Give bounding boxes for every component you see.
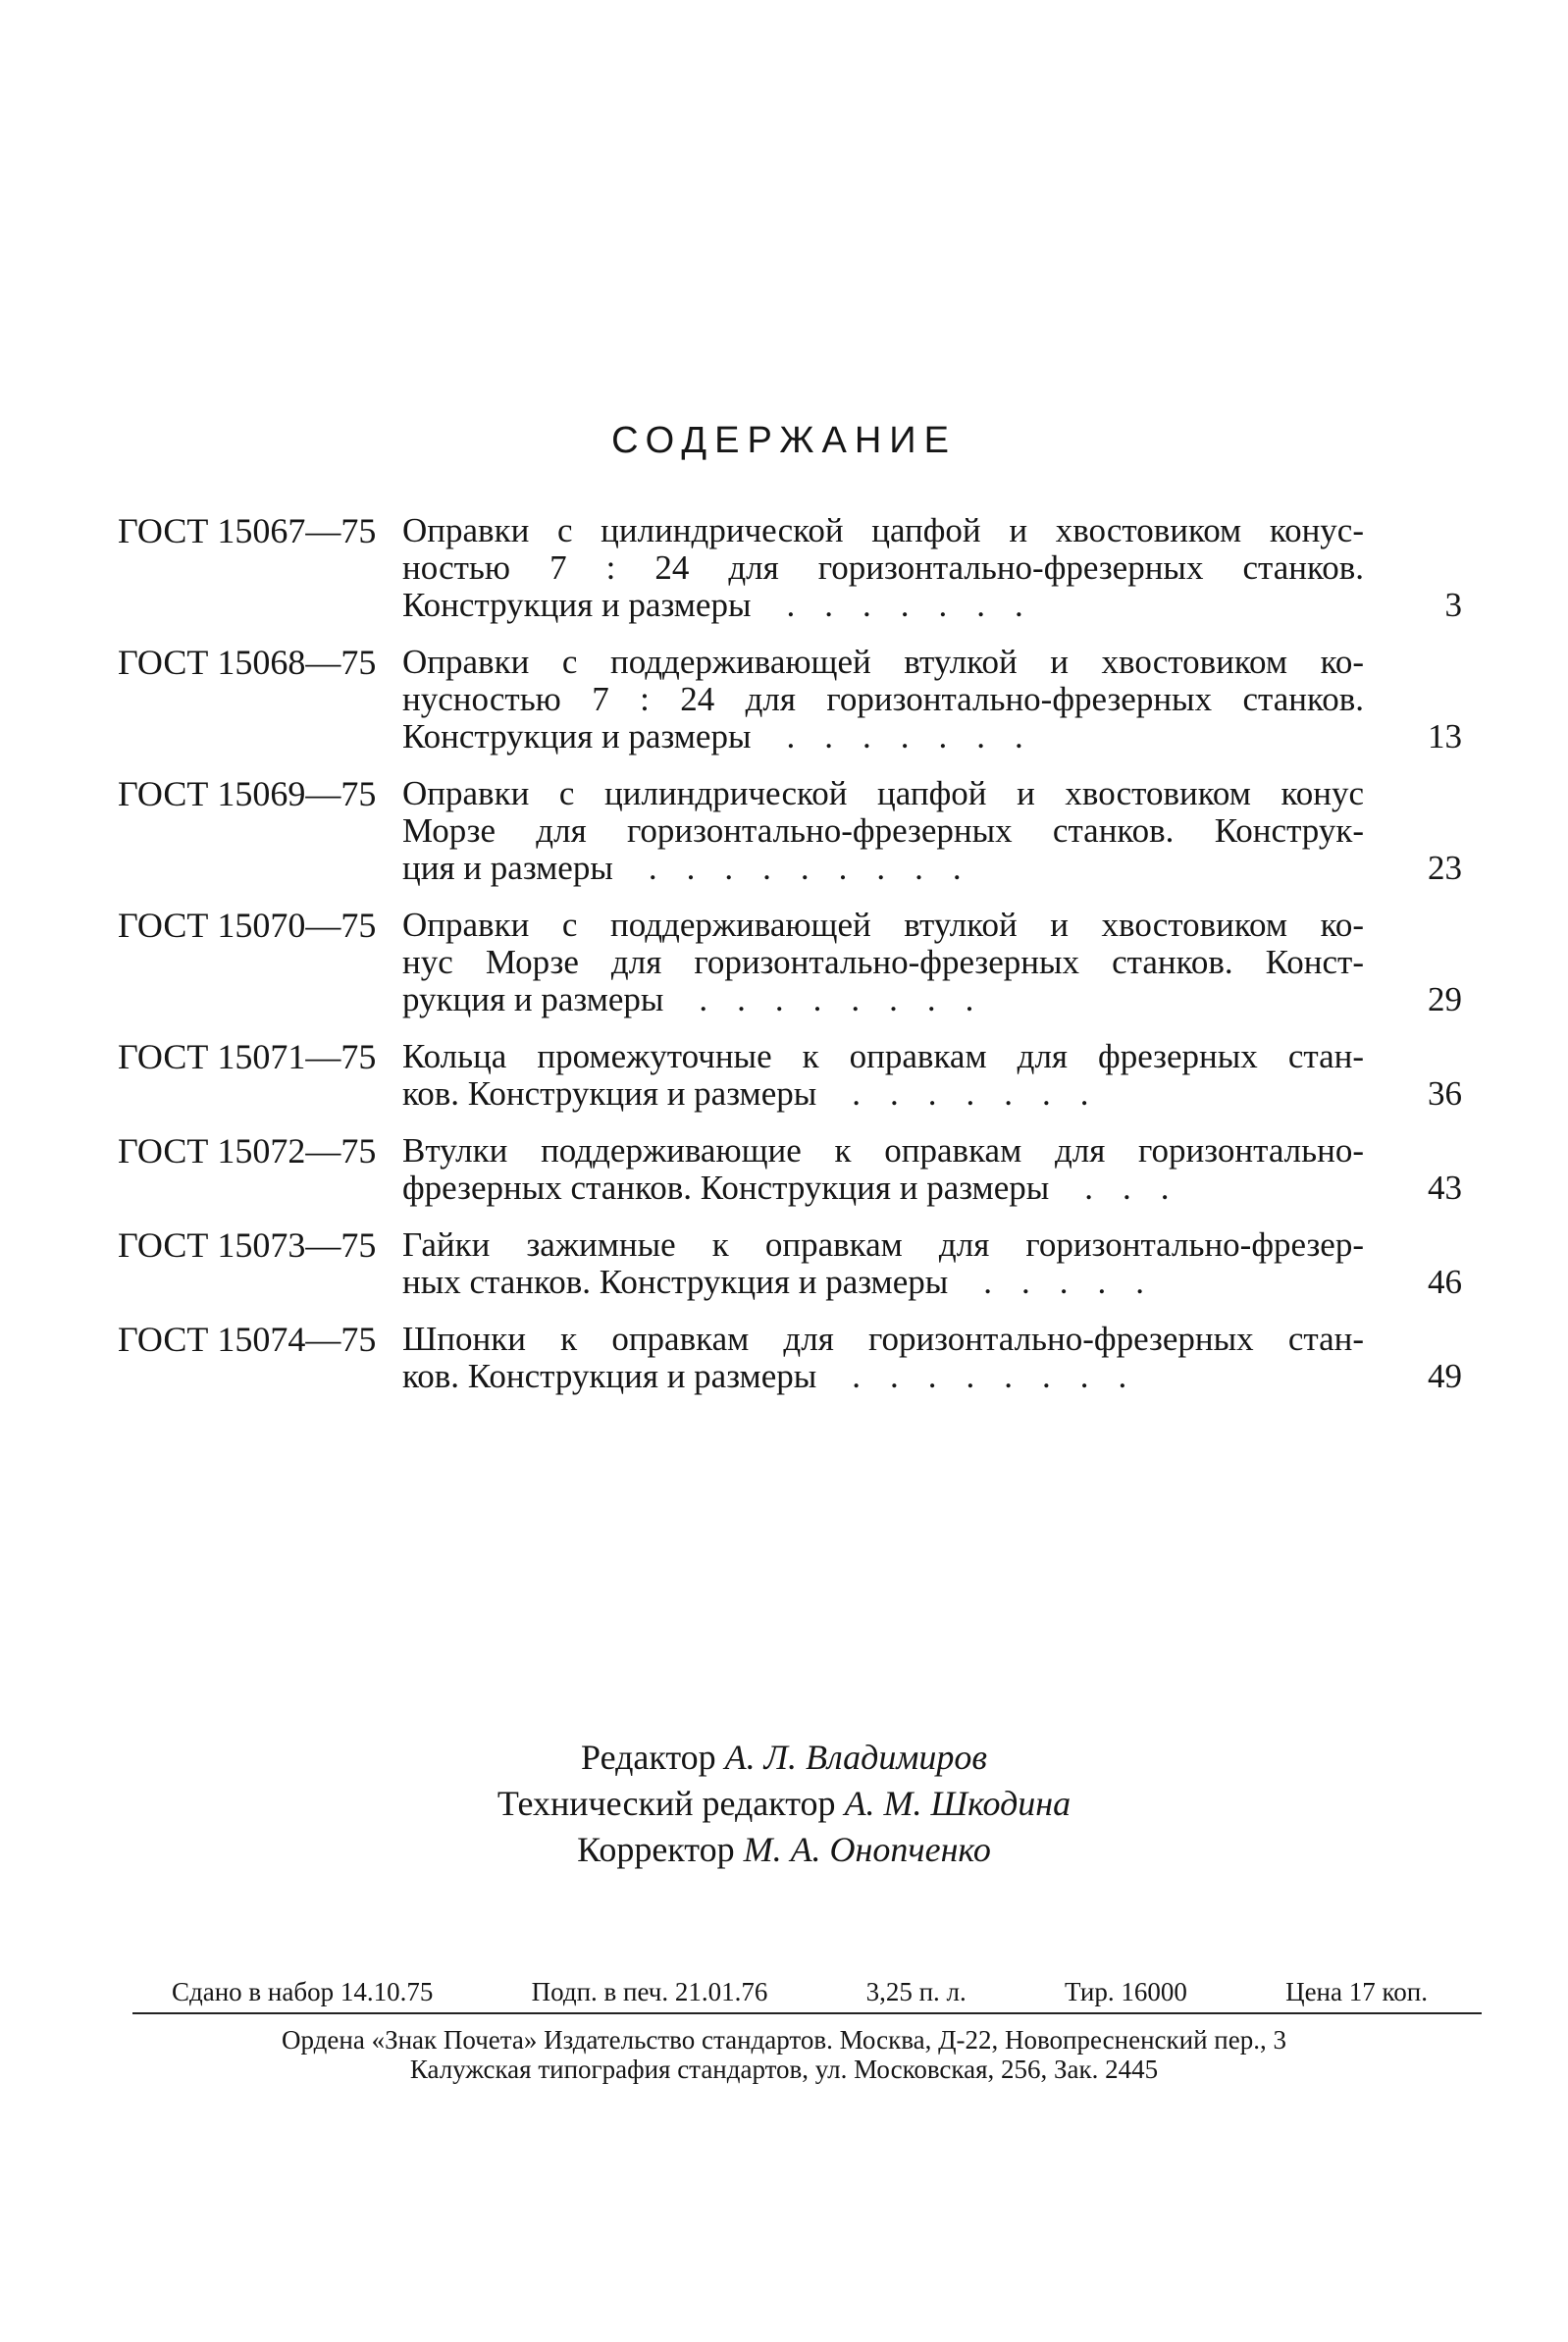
entry-title-line: Морзе для горизонтально-фрезерных станков. Конструк- <box>402 811 1364 850</box>
print-run: Тир. 16000 <box>1065 1977 1187 2006</box>
page-number: 46 <box>1428 1263 1462 1301</box>
credits-block <box>0 1735 1568 1873</box>
page-number: 3 <box>1444 586 1462 624</box>
standard-code: ГОСТ 15074—75 <box>118 1320 377 1359</box>
page-number: 36 <box>1428 1074 1462 1113</box>
credit-name: М. А. Онопченко <box>743 1830 991 1869</box>
printer-line: Калужская типография стандартов, ул. Московская, 256, Зак. 2445 <box>409 2055 1159 2084</box>
credit-line <box>0 1827 1568 1873</box>
dot-leader: ... <box>1084 1169 1199 1207</box>
dot-leader: ........ <box>852 1357 1157 1395</box>
dot-leader: ......... <box>648 849 991 887</box>
dot-leader: ....... <box>852 1074 1119 1113</box>
entry-title-line: фрезерных станков. Конструкция и размеры <box>402 1169 1050 1207</box>
standard-code: ГОСТ 15068—75 <box>118 643 377 682</box>
credit-name: А. М. Шкодина <box>844 1784 1071 1823</box>
toc-entry[interactable] <box>118 1038 1462 1113</box>
page-number: 49 <box>1428 1357 1462 1395</box>
entry-title-line: Кольца промежуточные к оправкам для фрезерных стан- <box>402 1037 1364 1075</box>
entry-title-line: ция и размеры <box>402 849 613 887</box>
dot-leader: ........ <box>699 980 1004 1018</box>
entry-title-line: Гайки зажимные к оправкам для горизонтально-фрезер- <box>402 1225 1364 1264</box>
entry-title-line: Оправки с цилиндрической цапфой и хвостовиком конус- <box>402 511 1364 549</box>
entry-title-line: ков. Конструкция и размеры <box>402 1357 817 1395</box>
standard-code: ГОСТ 15071—75 <box>118 1037 377 1076</box>
page-number: 13 <box>1428 717 1462 755</box>
toc-entry[interactable] <box>118 1132 1462 1207</box>
toc-entry[interactable] <box>118 644 1462 755</box>
standard-code: ГОСТ 15073—75 <box>118 1225 377 1265</box>
credit-role: Корректор <box>577 1830 735 1869</box>
credit-role: Редактор <box>581 1738 716 1777</box>
entry-title-line: Конструкция и размеры <box>402 717 752 755</box>
page-number: 43 <box>1428 1169 1462 1207</box>
page-number: 23 <box>1428 849 1462 887</box>
entry-title-line: Оправки с цилиндрической цапфой и хвостовиком конус <box>402 774 1364 812</box>
standard-code: ГОСТ 15069—75 <box>118 774 377 813</box>
entry-title-line: Оправки с поддерживающей втулкой и хвостовиком ко- <box>402 643 1364 681</box>
publisher-line: Ордена «Знак Почета» Издательство стандартов. Москва, Д-22, Новопресненский пер., 3 <box>282 2025 1286 2055</box>
toc-entry[interactable] <box>118 1321 1462 1395</box>
entry-title-line: нусностью 7 : 24 для горизонтально-фрезерных станков. <box>402 680 1364 718</box>
standard-code: ГОСТ 15072—75 <box>118 1131 377 1171</box>
toc-entry[interactable] <box>118 775 1462 887</box>
divider <box>132 2012 1482 2014</box>
credit-line <box>0 1735 1568 1781</box>
credit-role: Технический редактор <box>497 1784 836 1823</box>
credit-name: А. Л. Владимиров <box>724 1738 987 1777</box>
standard-code: ГОСТ 15067—75 <box>118 511 377 550</box>
entry-title-line: Шпонки к оправкам для горизонтально-фрезерных стан- <box>402 1320 1364 1358</box>
entry-title-line: Конструкция и размеры <box>402 586 752 624</box>
entry-title-line: рукция и размеры <box>402 980 664 1018</box>
entry-title-line: ков. Конструкция и размеры <box>402 1074 817 1113</box>
imprint-line <box>172 1977 1428 2007</box>
page-title: СОДЕРЖАНИЕ <box>611 420 957 461</box>
dot-leader: ....... <box>786 586 1053 624</box>
signed-date: Подп. в печ. 21.01.76 <box>531 1977 768 2006</box>
standard-code: ГОСТ 15070—75 <box>118 906 377 945</box>
entry-title-line: нус Морзе для горизонтально-фрезерных станков. Конст- <box>402 943 1364 981</box>
table-of-contents <box>118 512 1462 1415</box>
dot-leader: ....... <box>786 717 1053 755</box>
dot-leader: ..... <box>983 1263 1175 1301</box>
entry-title-line: Оправки с поддерживающей втулкой и хвостовиком ко- <box>402 906 1364 944</box>
price: Цена 17 коп. <box>1285 1977 1428 2006</box>
printed-sheets: 3,25 п. л. <box>865 1977 967 2006</box>
credit-line <box>0 1781 1568 1827</box>
toc-entry[interactable] <box>118 512 1462 624</box>
publisher-footer <box>0 2025 1568 2084</box>
toc-entry[interactable] <box>118 1226 1462 1301</box>
entry-title-line: ностью 7 : 24 для горизонтально-фрезерных станков. <box>402 548 1364 587</box>
page-number: 29 <box>1428 980 1462 1018</box>
entry-title-line: ных станков. Конструкция и размеры <box>402 1263 949 1301</box>
submitted-date: Сдано в набор 14.10.75 <box>172 1977 434 2006</box>
entry-title-line: Втулки поддерживающие к оправкам для горизонтально- <box>402 1131 1364 1170</box>
toc-entry[interactable] <box>118 907 1462 1018</box>
